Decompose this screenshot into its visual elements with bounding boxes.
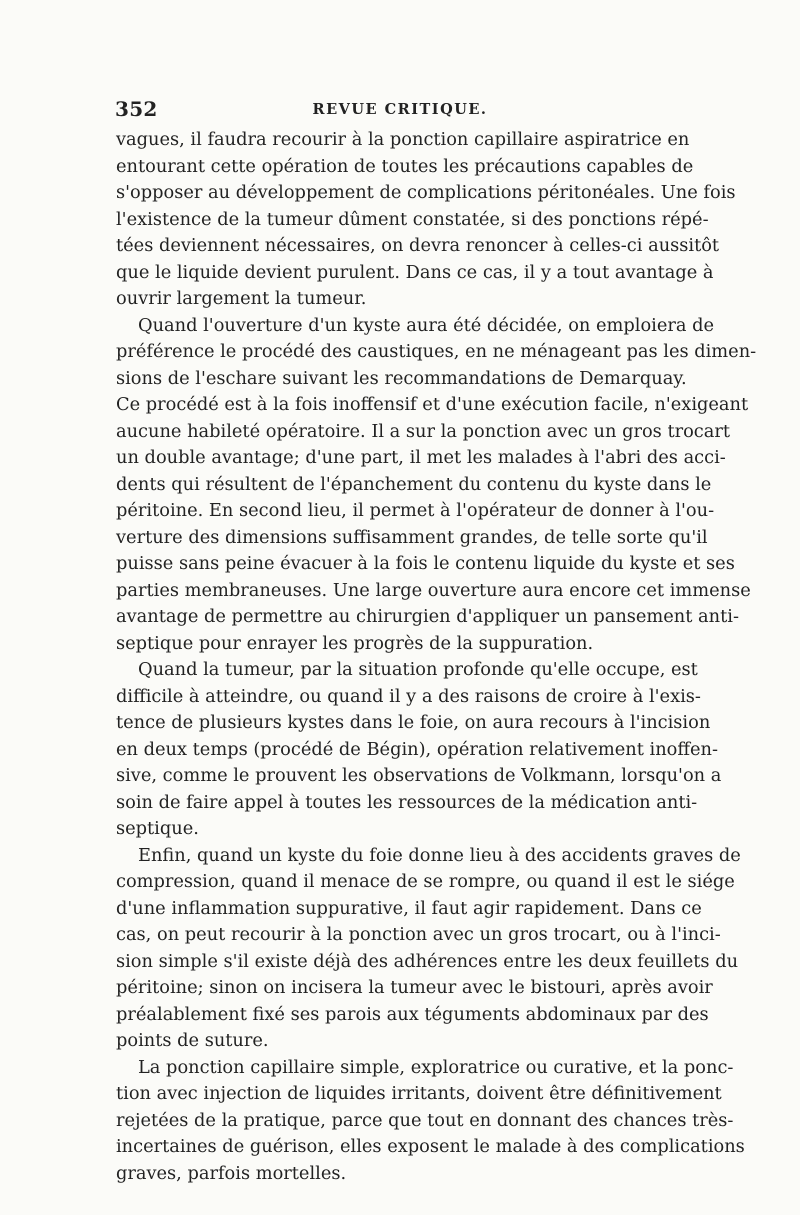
text-line: incertaines de guérison, elles exposent le malade à des complications bbox=[116, 1136, 745, 1157]
text-line: verture des dimensions suffisamment grandes, de telle sorte qu'il bbox=[116, 526, 708, 548]
text-line: soin de faire appel à toutes les ressources de la médication anti- bbox=[116, 791, 698, 813]
text-line: sions de l'eschare suivant les recommandations de Demarquay. bbox=[116, 367, 687, 389]
text-line: graves, parfois mortelles. bbox=[116, 1162, 347, 1184]
text-line: compression, quand il menace de se rompre, ou quand il est le siége bbox=[116, 871, 735, 892]
text-line: Enfin, quand un kyste du foie donne lieu à des accidents graves de bbox=[138, 844, 741, 866]
text-line: vagues, il faudra recourir à la ponction capillaire aspiratrice en bbox=[116, 129, 690, 150]
text-line: points de suture. bbox=[116, 1030, 269, 1051]
text-line: ouvrir largement la tumeur. bbox=[116, 288, 367, 309]
text-line: La ponction capillaire simple, exploratrice ou curative, et la ponc- bbox=[138, 1056, 734, 1078]
paragraph-5 bbox=[116, 1055, 745, 1188]
paragraph-3 bbox=[116, 657, 722, 843]
text-line: l'existence de la tumeur dûment constatée, si des ponctions répé- bbox=[116, 208, 709, 230]
text-line: parties membraneuses. Une large ouverture aura encore cet immense bbox=[116, 579, 751, 601]
running-title: REVUE CRITIQUE. bbox=[312, 101, 488, 118]
text-line: septique pour enrayer les progrès de la suppuration. bbox=[116, 632, 594, 654]
text-line: tées deviennent nécessaires, on devra renoncer à celles-ci aussitôt bbox=[116, 235, 720, 256]
text-line: préférence le procédé des caustiques, en ne ménageant pas les dimen- bbox=[116, 341, 757, 362]
running-head bbox=[115, 97, 685, 121]
text-line: péritoine. En second lieu, il permet à l'opérateur de donner à l'ou- bbox=[116, 500, 715, 521]
text-line: Ce procédé est à la fois inoffensif et d'une exécution facile, n'exigeant bbox=[116, 394, 749, 415]
text-line: Quand la tumeur, par la situation profonde qu'elle occupe, est bbox=[138, 659, 698, 680]
text-line: tence de plusieurs kystes dans le foie, on aura recours à l'incision bbox=[116, 712, 711, 733]
text-line: d'une inflammation suppurative, il faut agir rapidement. Dans ce bbox=[116, 897, 702, 919]
text-line: septique. bbox=[116, 818, 199, 839]
text-line: dents qui résultent de l'épanchement du contenu du kyste dans le bbox=[116, 473, 712, 495]
body-text bbox=[116, 127, 757, 1187]
text-line: en deux temps (procédé de Bégin), opération relativement inoffen- bbox=[116, 738, 718, 760]
text-line: avantage de permettre au chirurgien d'appliquer un pansement anti- bbox=[116, 606, 739, 627]
text-line: Quand l'ouverture d'un kyste aura été décidée, on emploiera de bbox=[138, 314, 715, 336]
text-line: tion avec injection de liquides irritants, doivent être définitivement bbox=[116, 1083, 722, 1104]
text-line: un double avantage; d'une part, il met les malades à l'abri des acci- bbox=[116, 447, 726, 468]
text-line: rejetées de la pratique, parce que tout en donnant des chances très- bbox=[116, 1109, 734, 1131]
text-line: sion simple s'il existe déjà des adhérences entre les deux feuillets du bbox=[116, 950, 739, 972]
text-line: cas, on peut recourir à la ponction avec un gros trocart, ou à l'inci- bbox=[116, 924, 721, 945]
paragraph-1 bbox=[116, 127, 736, 313]
text-line: s'opposer au développement de complications péritonéales. Une fois bbox=[116, 182, 736, 203]
text-line: entourant cette opération de toutes les précautions capables de bbox=[116, 155, 694, 177]
text-line: difficile à atteindre, ou quand il y a des raisons de croire à l'exis- bbox=[116, 685, 701, 707]
text-line: sive, comme le prouvent les observations de Volkmann, lorsqu'on a bbox=[116, 765, 722, 786]
text-line: aucune habileté opératoire. Il a sur la ponction avec un gros trocart bbox=[116, 420, 731, 442]
page-number: 352 bbox=[115, 97, 158, 121]
text-line: préalablement fixé ses parois aux téguments abdominaux par des bbox=[116, 1003, 709, 1025]
text-line: que le liquide devient purulent. Dans ce cas, il y a tout avantage à bbox=[116, 261, 714, 283]
paragraph-4 bbox=[116, 843, 741, 1055]
text-line: péritoine; sinon on incisera la tumeur avec le bistouri, après avoir bbox=[116, 977, 713, 998]
text-line: puisse sans peine évacuer à la fois le contenu liquide du kyste et ses bbox=[116, 553, 735, 574]
paragraph-2 bbox=[116, 313, 757, 658]
